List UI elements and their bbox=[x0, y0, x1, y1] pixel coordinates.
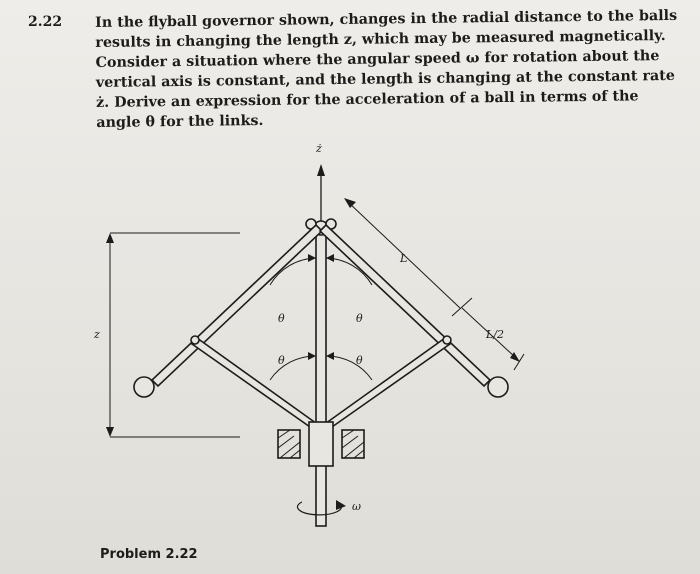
right-ball bbox=[488, 377, 508, 397]
theta-label-upper-left: θ bbox=[278, 312, 285, 325]
vertical-shaft bbox=[316, 226, 326, 526]
problem-statement: In the flyball governor shown, changes in the radial distance to the balls results in changing the length z, which may be measured magnetically. Consider a situation where the angular speed ω for rotation about the vertical axis is constant, and the length is changing at the constant rate ż. Derive an expression for the acceleration of a ball in terms of the angle θ for the links. bbox=[95, 7, 678, 131]
L-half-label: L/2 bbox=[486, 328, 505, 341]
theta-label-lower-right: θ bbox=[356, 354, 363, 367]
omega-label: ω bbox=[352, 500, 361, 513]
left-ball bbox=[134, 377, 154, 397]
left-lower-link bbox=[192, 338, 320, 434]
L-label: L bbox=[400, 252, 408, 265]
right-lower-link bbox=[322, 338, 450, 434]
theta-arc-lower-left bbox=[270, 356, 316, 380]
figure-caption: Problem 2.22 bbox=[100, 547, 198, 562]
theta-arc-lower-right bbox=[326, 356, 372, 380]
theta-label-upper-right: θ bbox=[356, 312, 363, 325]
z-label: z bbox=[94, 328, 100, 341]
left-upper-link bbox=[152, 225, 322, 386]
problem-number: 2.22 bbox=[28, 14, 63, 30]
right-upper-link bbox=[320, 225, 490, 386]
flyball-governor-figure bbox=[80, 130, 640, 540]
zdot-label: ż bbox=[316, 142, 322, 155]
sliding-sleeve bbox=[309, 422, 333, 466]
theta-label-lower-left: θ bbox=[278, 354, 285, 367]
